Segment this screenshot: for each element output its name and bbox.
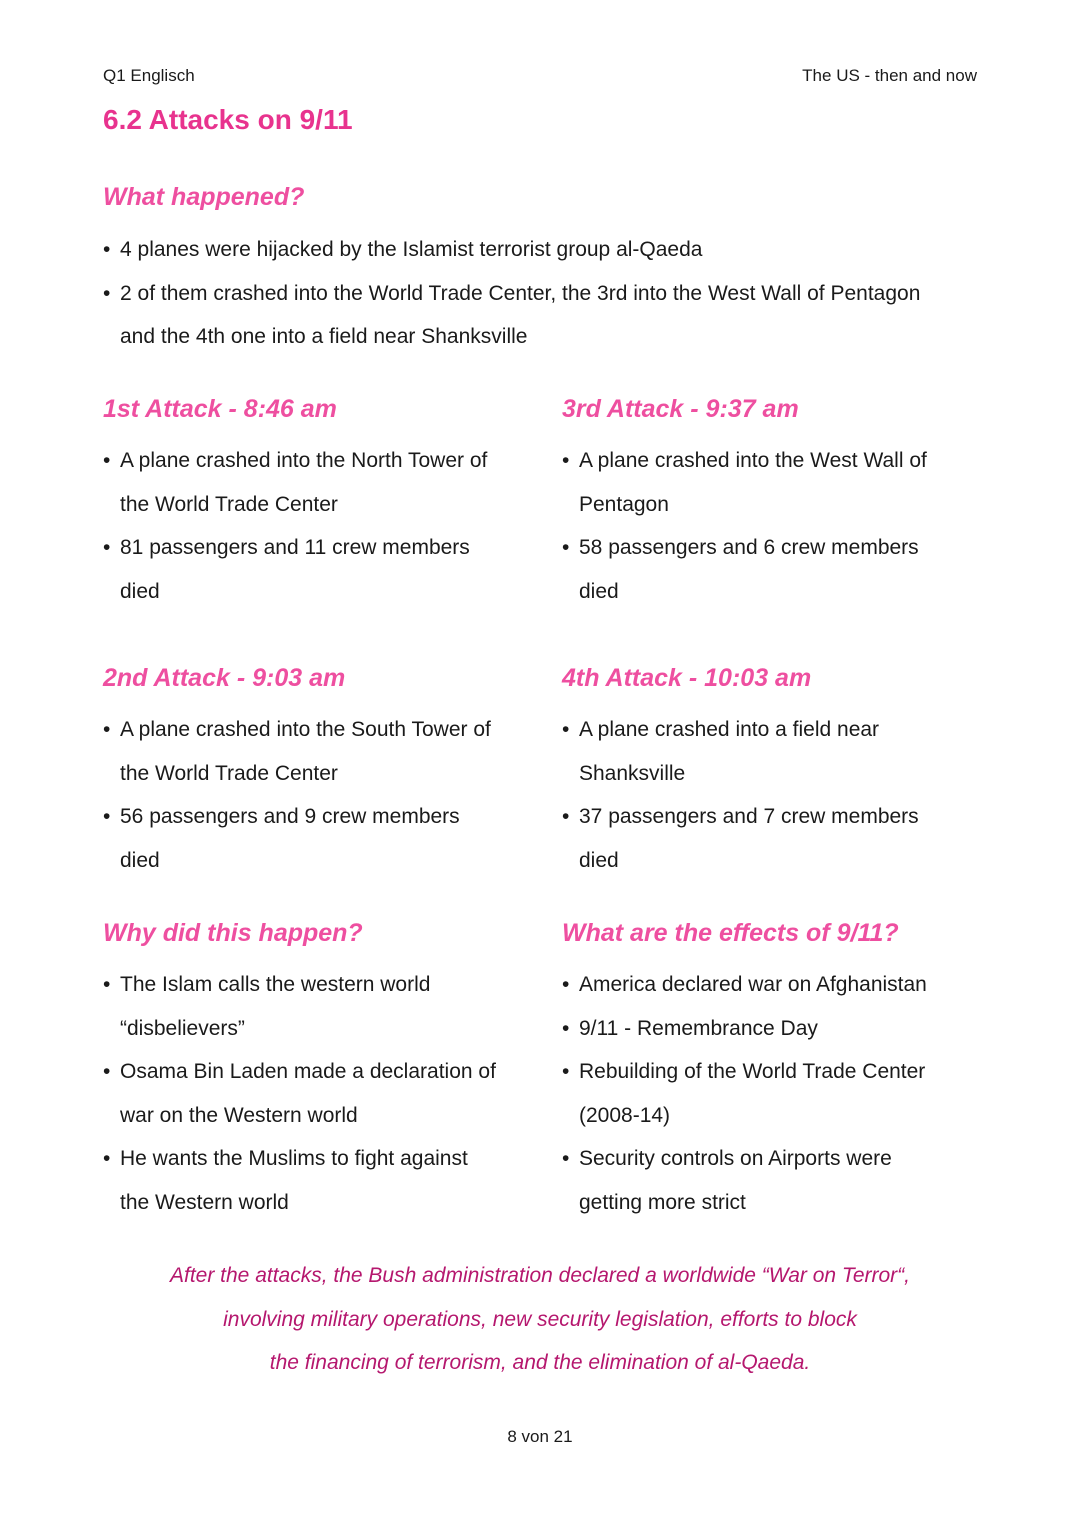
list-item — [562, 526, 982, 613]
list-item-text: war on the Western world — [120, 1103, 358, 1127]
bullet-icon: • — [562, 1147, 570, 1170]
summary-line: involving military operations, new security legislation, efforts to block — [223, 1307, 857, 1331]
list-item-text: Rebuilding of the World Trade Center — [579, 1060, 926, 1083]
bullet-icon: • — [103, 536, 111, 559]
list-item-text: A plane crashed into a field near — [579, 718, 880, 741]
list-item-text: died — [579, 848, 619, 872]
section-heading-effects: What are the effects of 9/11? — [562, 919, 899, 947]
header-topic: The US - then and now — [802, 66, 977, 85]
list-item — [103, 272, 983, 359]
list-item-text: 56 passengers and 9 crew members — [120, 805, 460, 828]
list-item-text: The Islam calls the western world — [120, 973, 431, 996]
section-heading-why: Why did this happen? — [103, 919, 363, 947]
list-item-text: 58 passengers and 6 crew members — [579, 536, 919, 559]
list-item — [562, 795, 982, 882]
summary-line: the financing of terrorism, and the elimination of al-Qaeda. — [269, 1351, 811, 1374]
bullet-icon: • — [562, 536, 570, 559]
list-item-text: 4 planes were hijacked by the Islamist terrorist group al-Qaeda — [120, 238, 703, 261]
bullet-icon: • — [103, 238, 111, 261]
bullet-icon: • — [103, 449, 111, 472]
bullet-icon: • — [103, 973, 111, 996]
bullet-icon: • — [562, 449, 570, 472]
bullet-list-attack-2 — [103, 708, 533, 882]
list-item-text: A plane crashed into the South Tower of — [120, 718, 491, 741]
bullet-icon: • — [103, 281, 111, 305]
list-item-text: died — [120, 848, 160, 872]
list-item-text: and the 4th one into a field near Shanksville — [120, 325, 528, 348]
list-item-text: 2 of them crashed into the World Trade Center, the 3rd into the West Wall of Pentagon — [120, 281, 921, 305]
list-item-text: died — [120, 579, 160, 603]
list-item-text: A plane crashed into the North Tower of — [120, 449, 488, 472]
bullet-icon: • — [562, 805, 570, 828]
header-course: Q1 Englisch — [103, 66, 195, 85]
bullet-list-what-happened — [103, 228, 983, 359]
list-item — [103, 439, 533, 526]
list-item-text: 9/11 - Remembrance Day — [579, 1016, 818, 1040]
bullet-list-attack-3 — [562, 439, 982, 613]
section-heading-attack-2: 2nd Attack - 9:03 am — [103, 664, 346, 692]
list-item-text: (2008-14) — [579, 1103, 671, 1127]
list-item-text: died — [579, 579, 619, 603]
list-item-text: 81 passengers and 11 crew members — [120, 536, 470, 559]
section-heading-attack-3: 3rd Attack - 9:37 am — [562, 395, 799, 423]
list-item-text: 37 passengers and 7 crew members — [579, 805, 919, 828]
summary-paragraph — [103, 1254, 977, 1385]
bullet-list-effects — [562, 963, 982, 1224]
bullet-icon: • — [562, 1016, 570, 1040]
page-title: 6.2 Attacks on 9/11 — [103, 104, 353, 135]
list-item-text: Osama Bin Laden made a declaration of — [120, 1060, 496, 1083]
list-item-text: America declared war on Afghanistan — [579, 973, 927, 996]
summary-line: After the attacks, the Bush administration declared a worldwide “War on Terror“, — [169, 1264, 910, 1287]
list-item — [562, 1007, 982, 1051]
bullet-list-attack-1 — [103, 439, 533, 613]
list-item — [562, 708, 982, 795]
list-item — [562, 1050, 982, 1137]
list-item-text: Shanksville — [579, 761, 686, 785]
section-heading-attack-1: 1st Attack - 8:46 am — [103, 395, 337, 423]
section-heading-attack-4: 4th Attack - 10:03 am — [562, 664, 812, 692]
list-item — [103, 708, 533, 795]
bullet-list-attack-4 — [562, 708, 982, 882]
bullet-icon: • — [103, 1060, 111, 1083]
list-item-text: the World Trade Center — [120, 492, 338, 516]
list-item-text: A plane crashed into the West Wall of — [579, 449, 927, 472]
bullet-icon: • — [562, 973, 570, 996]
list-item — [103, 1137, 533, 1224]
list-item-text: He wants the Muslims to fight against — [120, 1147, 468, 1170]
list-item-text: the Western world — [120, 1190, 289, 1214]
list-item — [562, 963, 982, 1007]
bullet-icon: • — [562, 1060, 570, 1083]
bullet-icon: • — [103, 1147, 111, 1170]
bullet-icon: • — [103, 805, 111, 828]
list-item-text: getting more strict — [579, 1190, 746, 1214]
list-item — [103, 228, 983, 272]
bullet-icon: • — [103, 718, 111, 741]
list-item — [562, 439, 982, 526]
list-item — [103, 1050, 533, 1137]
list-item-text: “disbelievers” — [120, 1016, 245, 1040]
bullet-list-why — [103, 963, 533, 1224]
list-item — [103, 963, 533, 1050]
list-item-text: Pentagon — [579, 492, 669, 516]
list-item — [103, 795, 533, 882]
bullet-icon: • — [562, 718, 570, 741]
list-item-text: the World Trade Center — [120, 761, 338, 785]
list-item-text: Security controls on Airports were — [579, 1147, 892, 1170]
list-item — [562, 1137, 982, 1224]
list-item — [103, 526, 533, 613]
section-heading-what-happened: What happened? — [103, 183, 305, 211]
page-number: 8 von 21 — [507, 1427, 573, 1446]
